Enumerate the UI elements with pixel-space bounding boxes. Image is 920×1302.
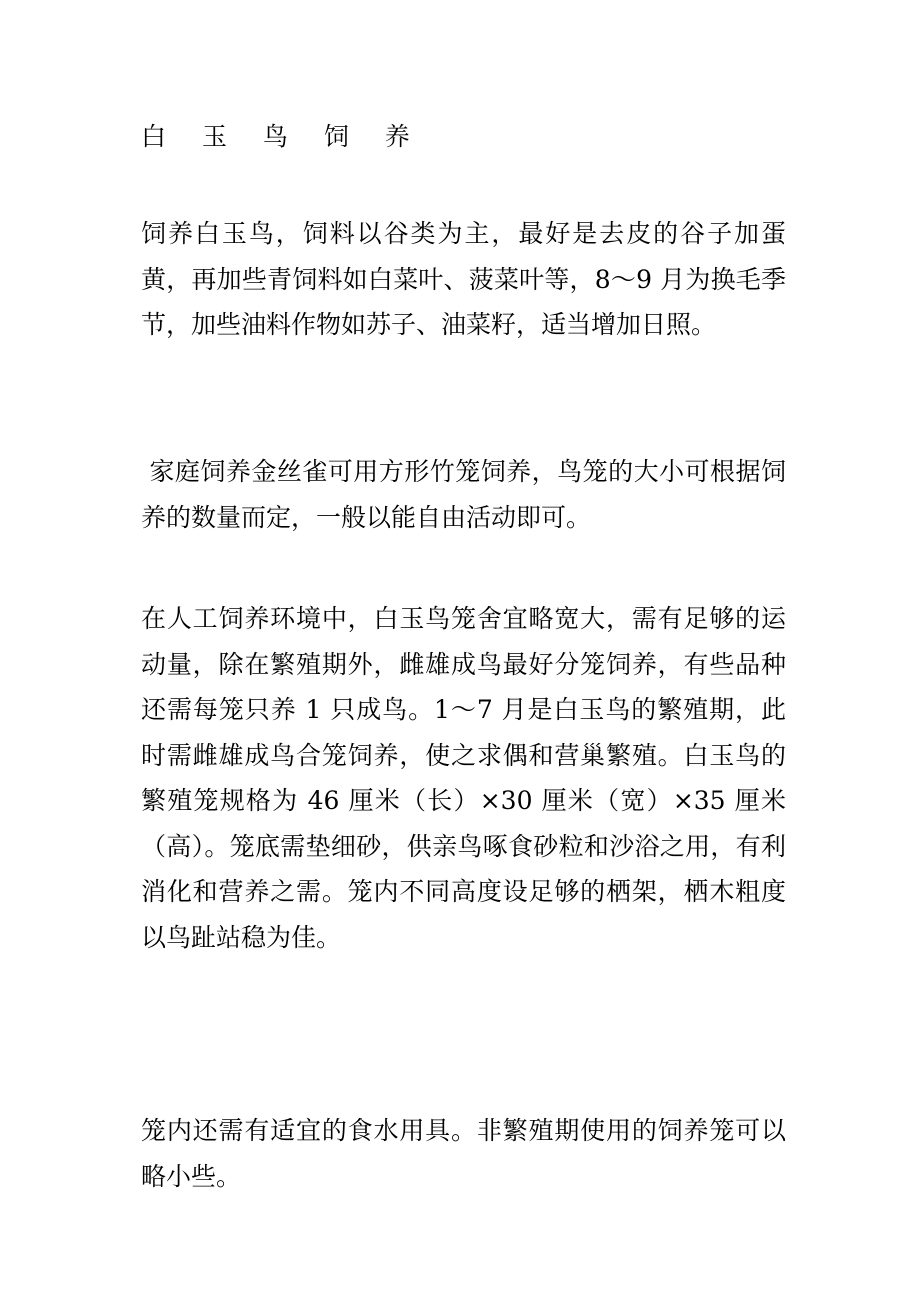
paragraph-cage: 家庭饲养金丝雀可用方形竹笼饲养，鸟笼的大小可根据饲养的数量而定，一般以能自由活动即可。 (141, 457, 786, 532)
document-title: 白 玉 鸟 饲 养 (141, 122, 424, 151)
paragraph-feeding: 饲养白玉鸟，饲料以谷类为主，最好是去皮的谷子加蛋黄，再加些青饲料如白菜叶、菠菜叶等，8～9 月为换毛季节，加些油料作物如苏子、油菜籽，适当增加日照。 (141, 219, 786, 339)
paragraph-breeding: 在人工饲养环境中，白玉鸟笼舍宜略宽大，需有足够的运动量，除在繁殖期外，雌雄成鸟最好分笼饲养，有些品种还需每笼只养 1 只成鸟。1～7 月是白玉鸟的繁殖期，此时需雌雄成鸟合笼饲养，使之求偶和营巢繁殖。白玉鸟的繁殖笼规格为 46 厘米（长）×30 厘米（宽）×35 厘米（高）。笼底需垫细砂，供亲鸟啄食砂粒和沙浴之用，有利消化和营养之需。笼内不同高度设足够的栖架，栖木粗度以鸟趾站稳为佳。 (141, 604, 786, 952)
paragraph-utensils: 笼内还需有适宜的食水用具。非繁殖期使用的饲养笼可以略小些。 (141, 1116, 786, 1191)
